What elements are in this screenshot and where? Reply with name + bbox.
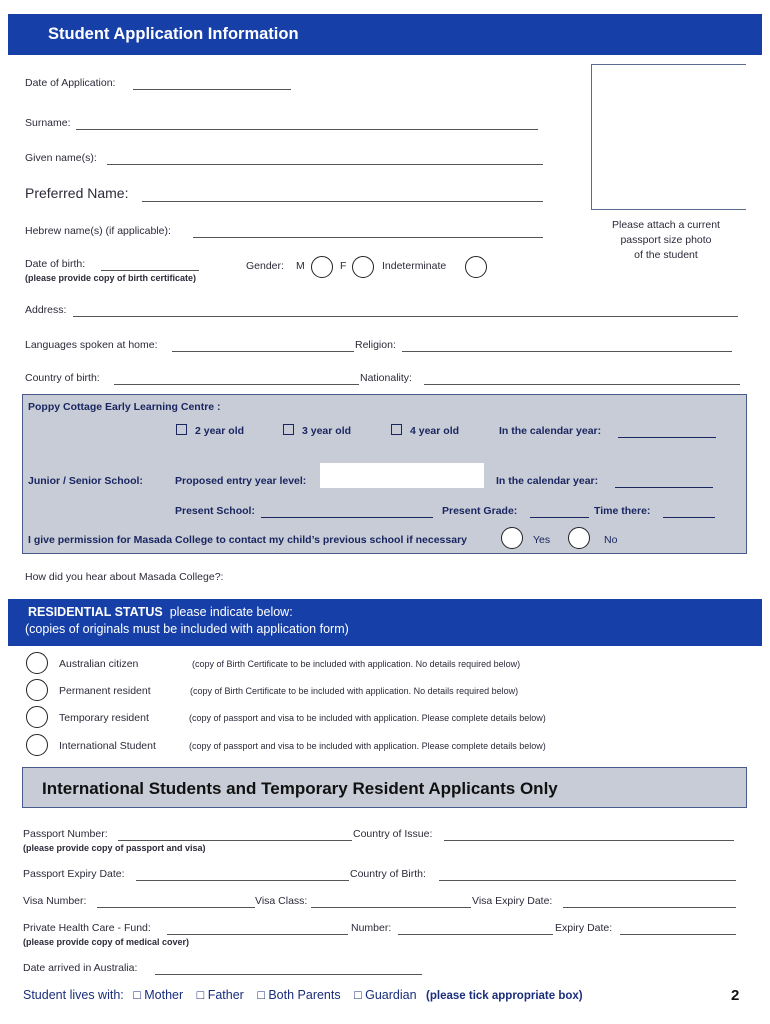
lives-with-mother[interactable]: □ Mother — [133, 988, 184, 1002]
residential-label-australian-citizen: Australian citizen — [59, 658, 139, 670]
residential-radio-international-student[interactable] — [26, 734, 48, 756]
nationality-field[interactable] — [424, 384, 740, 385]
health-number-label: Number: — [351, 922, 392, 934]
passport-number-label: Passport Number: — [23, 828, 108, 840]
health-note: (please provide copy of medical cover) — [23, 937, 190, 947]
residential-radio-australian-citizen[interactable] — [26, 652, 48, 674]
preferred-name-field[interactable] — [142, 201, 543, 202]
gender-f-radio[interactable] — [352, 256, 374, 278]
calendar-year-label-2: In the calendar year: — [496, 475, 599, 487]
school-section — [22, 394, 747, 554]
country-of-issue-field[interactable] — [444, 840, 734, 841]
permission-no-label: No — [604, 534, 618, 546]
time-there-label: Time there: — [594, 505, 651, 517]
residential-subtitle: (copies of originals must be included with application form) — [25, 622, 349, 636]
residential-note-international-student: (copy of passport and visa to be included with application. Please complete details below) — [189, 741, 546, 751]
present-school-label: Present School: — [175, 505, 255, 517]
international-section-title: International Students and Temporary Resident Applicants Only — [42, 779, 558, 798]
given-names-label: Given name(s): — [25, 152, 97, 164]
passport-note: (please provide copy of passport and visa) — [23, 843, 206, 853]
international-section-title-box — [22, 767, 747, 808]
lives-with-row — [23, 988, 583, 1002]
gender-label: Gender: — [246, 260, 284, 272]
hear-about-label: How did you hear about Masada College?: — [25, 571, 224, 583]
health-number-field[interactable] — [398, 934, 553, 935]
option-2-year-old[interactable]: 2 year old — [176, 424, 244, 437]
page-title: Student Application Information — [48, 25, 299, 43]
address-field[interactable] — [73, 316, 738, 317]
permission-yes-label: Yes — [533, 534, 551, 546]
present-grade-field[interactable] — [530, 517, 589, 518]
date-arrived-field[interactable] — [155, 974, 422, 975]
date-arrived-label: Date arrived in Australia: — [23, 962, 138, 974]
residential-note-temporary-resident: (copy of passport and visa to be included with application. Please complete details below) — [189, 713, 546, 723]
poppy-cottage-title: Poppy Cottage Early Learning Centre : — [28, 401, 221, 413]
checkbox-3-year-old[interactable] — [283, 424, 294, 435]
calendar-year-label: In the calendar year: — [499, 425, 602, 437]
permission-no-radio[interactable] — [568, 527, 590, 549]
date-of-birth-label: Date of birth: — [25, 258, 86, 270]
residential-radio-permanent-resident[interactable] — [26, 679, 48, 701]
time-there-field[interactable] — [663, 517, 715, 518]
junior-senior-label: Junior / Senior School: — [28, 475, 143, 487]
hebrew-names-field[interactable] — [193, 237, 543, 238]
option-3-year-old[interactable]: 3 year old — [283, 424, 351, 437]
religion-field[interactable] — [402, 351, 732, 352]
address-label: Address: — [25, 304, 67, 316]
lives-with-both-parents[interactable]: □ Both Parents — [257, 988, 341, 1002]
checkbox-2-year-old[interactable] — [176, 424, 187, 435]
surname-label: Surname: — [25, 117, 71, 129]
visa-class-label: Visa Class: — [255, 895, 308, 907]
preferred-name-label: Preferred Name: — [25, 185, 129, 201]
health-expiry-label: Expiry Date: — [555, 922, 613, 934]
lives-with-father[interactable]: □ Father — [196, 988, 244, 1002]
residential-title-suffix: please indicate below: — [169, 605, 293, 619]
gender-indeterminate-radio[interactable] — [465, 256, 487, 278]
checkbox-4-year-old[interactable] — [391, 424, 402, 435]
residential-status-bar — [8, 599, 762, 646]
entry-level-input[interactable] — [320, 463, 484, 488]
health-fund-label: Private Health Care - Fund: — [23, 922, 151, 934]
permission-yes-radio[interactable] — [501, 527, 523, 549]
country-of-issue-label: Country of Issue: — [353, 828, 433, 840]
residential-title: RESIDENTIAL STATUS — [28, 605, 163, 619]
religion-label: Religion: — [355, 339, 396, 351]
date-of-application-field[interactable] — [133, 89, 291, 90]
languages-field[interactable] — [172, 351, 354, 352]
residential-label-temporary-resident: Temporary resident — [59, 712, 149, 724]
calendar-year-field[interactable] — [618, 437, 716, 438]
visa-expiry-label: Visa Expiry Date: — [472, 895, 553, 907]
permission-label: I give permission for Masada College to contact my child’s previous school if necessary — [28, 534, 467, 546]
visa-number-label: Visa Number: — [23, 895, 87, 907]
intl-country-of-birth-field[interactable] — [439, 880, 736, 881]
gender-m-radio[interactable] — [311, 256, 333, 278]
languages-label: Languages spoken at home: — [25, 339, 158, 351]
present-grade-label: Present Grade: — [442, 505, 518, 517]
residential-label-permanent-resident: Permanent resident — [59, 685, 151, 697]
health-fund-field[interactable] — [167, 934, 348, 935]
lives-with-guardian[interactable]: □ Guardian — [354, 988, 417, 1002]
surname-field[interactable] — [76, 129, 538, 130]
residential-radio-temporary-resident[interactable] — [26, 706, 48, 728]
residential-note-permanent-resident: (copy of Birth Certificate to be included with application. No details required below) — [190, 686, 519, 696]
page-number: 2 — [731, 987, 740, 1004]
entry-level-label: Proposed entry year level: — [175, 475, 307, 487]
date-of-birth-field[interactable] — [101, 270, 199, 271]
lives-with-label: Student lives with: — [23, 988, 124, 1002]
intl-country-of-birth-label: Country of Birth: — [350, 868, 426, 880]
gender-indeterminate-label: Indeterminate — [382, 260, 447, 272]
present-school-field[interactable] — [261, 517, 433, 518]
passport-expiry-label: Passport Expiry Date: — [23, 868, 125, 880]
photo-box — [591, 64, 746, 210]
nationality-label: Nationality: — [360, 372, 412, 384]
passport-expiry-field[interactable] — [136, 880, 349, 881]
country-of-birth-field[interactable] — [114, 384, 359, 385]
option-4-year-old[interactable]: 4 year old — [391, 424, 459, 437]
calendar-year-field-2[interactable] — [615, 487, 713, 488]
date-of-application-label: Date of Application: — [25, 77, 116, 89]
passport-number-field[interactable] — [118, 840, 352, 841]
gender-f-label: F — [340, 260, 347, 272]
given-names-field[interactable] — [107, 164, 543, 165]
visa-number-field[interactable] — [97, 907, 255, 908]
country-of-birth-label: Country of birth: — [25, 372, 100, 384]
gender-m-label: M — [296, 260, 305, 272]
photo-note: Please attach a current passport size photo of the student — [612, 219, 720, 261]
lives-with-note: (please tick appropriate box) — [426, 990, 583, 1002]
visa-expiry-field[interactable] — [563, 907, 736, 908]
visa-class-field[interactable] — [311, 907, 471, 908]
residential-note-australian-citizen: (copy of Birth Certificate to be included with application. No details required below) — [192, 659, 521, 669]
header-bar — [8, 14, 762, 55]
health-expiry-field[interactable] — [620, 934, 736, 935]
dob-note: (please provide copy of birth certificate) — [25, 273, 197, 283]
residential-label-international-student: International Student — [59, 740, 156, 752]
hebrew-names-label: Hebrew name(s) (if applicable): — [25, 225, 171, 237]
